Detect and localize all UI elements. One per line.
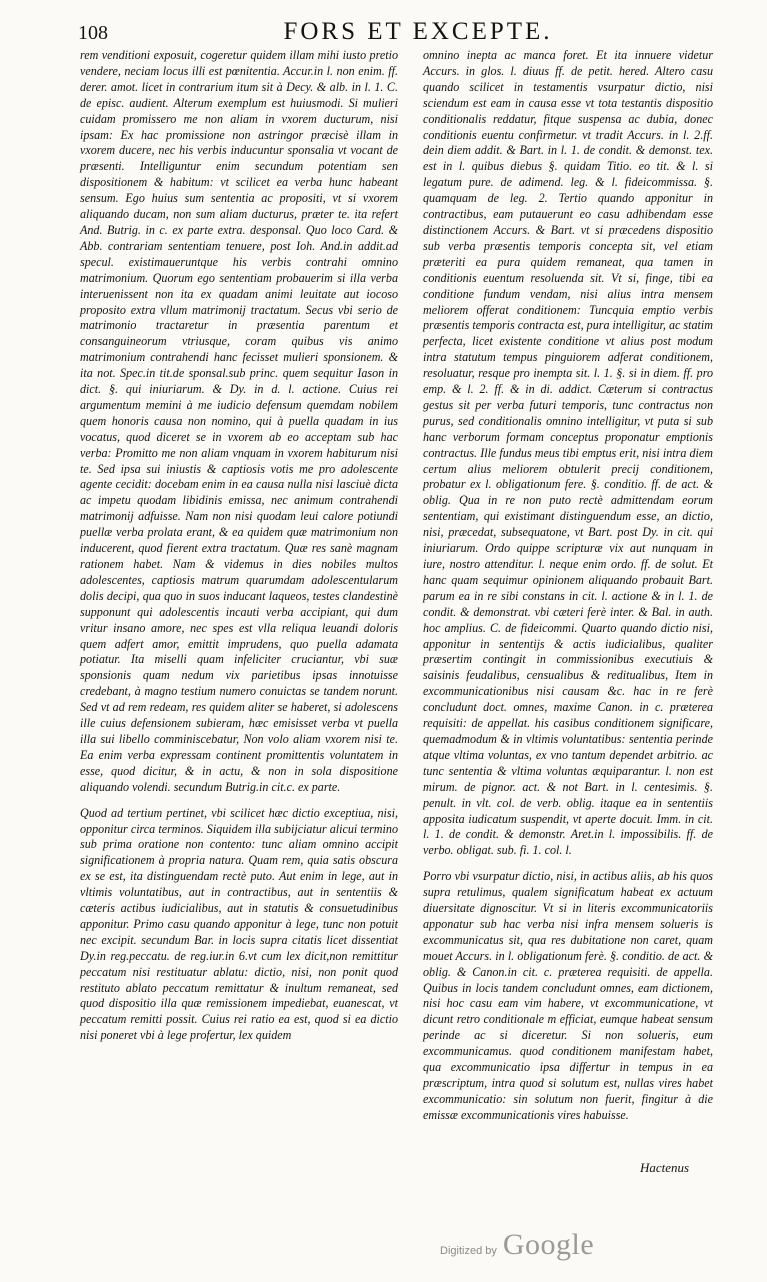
paragraph: omnino inepta ac manca foret. Et ita innuere videtur Accurs. in glos. l. diuus ff. de petit. hered. Altero casu quando scilicet in testamentis vsurpatur dictio, nisi sciendum est eam in causa esse vt tota testantis dispositio conditionalis reddatur, fitque suspensa ac dubia, donec conditionis euentu confirmetur. vt tradit Accurs. in l. 2.ff. dein diem addit. & Bart. in l. 1. de condit. & demonst. tex. est in l. quibus diebus §. quidam Titio. eo tit. & l. si legatum pure. de adimend. leg. & l. fideicommissa. §. quamquam de leg. 2. Tertio quando apponitur in contractibus, eam putauerunt eo casu adhibendam esse distinctionem Accurs. & Bart. vt si præcedens dispositio sub verba præsentis temporis concepta sit, vel etiam præteriti ea pura quidem remaneat, qua tamen in conditionis euentum resoluenda sit. Vt si, finge, tibi ea conditione fundum vendam, nisi alius intra mensem meliorem offerat conditionem: Tuncquia emptio verbis præsentis temporis contracta est, pura intelligitur, ac statim perfecta, licet existente conditione vt alius post modum intra statutum tempus pinguiorem adferat conditionem, resoluatur, resque pro inempta sit. l. 1. §. si in diem. ff. pro emp. & l. 2. ff. & in di. addict. Cæterum si contractus gestus sit per verba futuri temporis, tunc contractus non purus, sed conditionalis omnino intelligitur, vt puta si sub hanc verborum formam conceptus proponatur emptionis contractus. Ille fundus meus tibi emptus erit, nisi intra diem certum alius meliorem obtulerit precij conditionem, probatur ex l. obligationum fere. §. conditio. ff. de act. & oblig. Qua in re non puto rectè admittendam eorum sententiam, qui existimant distinguendum esse, an dictio, nisi, præcedat, subsequatone, vt Bart. post Dy. in cit. qui iniuriarum. Ordo quippe scripturæ vix aut nunquam in iure, nostro attenditur. l. neque enim ordo. ff. de solut. Et hanc quam sequimur opinionem aliquando probauit Bart. parum ea in re sibi constans in cit. l. actione & in l. 1. de condit. & demonstrat. vbi cæteri ferè inter. & Bal. in auth. hoc amplius. C. de fideicommi. Quarto quando dictio nisi, apponitur in sententijs & actis iudicialibus, qualiter præsertim contingit in commissionibus executiuis & saisinis feudalibus, censualibus & reditualibus, Item in excommunicationibus nisi causam &c. hac in re ferè concludunt doct. omnes, maxime Canon. in c. præterea requisiti: de appellat. his casibus conditionem significare, quemadmodum & in vltimis voluntatibus: sententia perinde atque vltima voluntas, ex vno tantum dependet arbitrio. ac tunc sententia & vltima voluntas æquiparantur. l. non est mirum. de pignor. act. & not Bart. in l. centesimis. §. penult. in vlt. col. de verb. oblig. itaque ea in sententiis apposita iudicatum suspendit, vt aperte docuit. Imm. in cit. l. 1. de condit. & demonstr. Aret.in l. impossibilis. ff. de verbo. obligat. sub. fi. 1. col. l.	[423, 48, 713, 858]
page-header	[78, 18, 718, 52]
running-title: FORS ET EXCEPTE.	[283, 18, 553, 45]
paragraph: rem venditioni exposuit, cogeretur quidem illam mihi iusto pretio vendere, neciam locus illi est pœnitentia. Accur.in l. non enim. ff. derer. amot. licet in contrarium itum sit à Decy. & alb. in l. 1. C. de episc. audient. Alterum exemplum est huiusmodi. Si mulieri cuidam promissero me non aliam in vxorem ducturum, nisi ipsam: Ex hac promissione non astringor præcisè illam in vxorem ducere, nec his verbis inducuntur sponsalia vt vocant de præsenti. Intelliguntur enim secundum potentiam sen dispositionem & habitum: vt scilicet ea verba hunc habeant sensum. Ego huius sum sententia ac propositi, vt si vxorem aliquando ducam, non sum aliam ducturus, præter te. ita refert And. Butrig. in c. ex parte extra. desponsal. Quo loco Card. & Abb. contrariam sententiam tenuere, post Ioh. And.in addit.ad specul. existimaueruntque his verbis contrahi omnino matrimonium. Quorum ego sententiam probauerim si illa verba interuenissent non ita ex quadam animi leuitate aut iocoso proposito extra vllum matrimonij tractatum. Secus vbi serio de matrimonio tractaretur in præsentia parentum et consanguineorum vtriusque, coram quibus vis animo matrimonium contrahendi hanc fecisset mulieri sponsionem. & ita not. Spec.in tit.de sponsal.sub princ. quem sequitur Iason in dict. §. qui iniuriarum. & Dy. in d. l. actione. Cuius rei argumentum memini à me iudicio defensum quemdam nobilem quem honoris causa non nomino, qui à puella quadam in ius vocatus, quod diceret se in vxorem ab eo acceptam sub hac verba: Promitto me non aliam vnquam in vxorem habiturum nisi te. Sed ipsa sui iniustis & captiosis votis me pro adolescente agente cecidit: docebam enim in ea causa nulla nisi lasciuè dicta ac impetu quodam libidinis emissa, nec animum contrahendi matrimonij adfuisse. Nam non nisi quodam leui calore potiundi puellæ verba prolata erant, & ea quidem quæ matrimonium non inducerent, quod fierent extra tractatum. Quæ res sanè magnam rationem habet. Nam & videmus in dies nobiles multos adolescentes, captiosis matrum quarumdam adolescentularum dolis decipi, qua quo in suos inducant laqueos, testes clandestinè supponunt qui adolescentis incauti verba accipiant, qui dum vritur insano amore, nec spes est vlla reliqua leuandi doloris quem adfert amor, emittit imprudens, quo puella adamata potiatur. Ita miselli quam infeliciter cruciantur, vbi suæ sponsionis quam nedum vix parietibus ipsas innotuisse credebant, à magno testium numero conuictas se tandem norunt. Sed vt ad rem redeam, res quidem aliter se haberet, si adolescens ille cuius defensionem subieram, hæc emisisset verba vt puella illa sui libello comminiscebatur, Non volo aliam vxorem nisi te. Ea enim verba expressam continent promittentis voluntatem in esse, quod dicitur, & in actu, & non in sola dispositione aliquando volendi. secundum Butrig.in cit.c. ex parte.	[80, 48, 398, 794]
page-number: 108	[78, 22, 108, 44]
catchword: Hactenus	[640, 1160, 690, 1175]
google-logo: Google	[502, 1228, 595, 1261]
paragraph: Quod ad tertium pertinet, vbi scilicet hæc dictio exceptiua, nisi, opponitur circa terminos. Siquidem illa subijciatur alicui termino sub prima oratione non contento: tunc aliam omnino accipit significationem à propria natura. Quam rem, quia satis obscura ex se est, ita distinguendam rectè puto. Aut enim in lege, aut in vltimis voluntatibus, aut in contractibus, aut in sententiis & cæteris actibus iudicialibus, aut in statutis & consuetudinibus apponitur. Primo casu quando apponitur à lege, tunc non potuit nec excipit. secundum Bar. in locis supra citatis licet dissentiat Dy.in reg.peccatu. de reg.iur.in 6.vt cum lex dicit,non remittitur peccatum nisi restituatur ablatu: dictio, nisi, non ponit quod restituto ablato peccatum remittatur & inultum remaneat, sed quod dispositio illa quæ remissionem impediebat, euanescat, vt peccatum remitti possit. Cuius rei ratio ea est, quod si ea dictio nisi poneret vbi à lege profertur, lex quidem	[80, 805, 398, 1043]
paragraph: Porro vbi vsurpatur dictio, nisi, in actibus aliis, ab his quos supra retulimus, qualem significatum habeat ex actuum diuersitate dignoscitur. Vt si in literis excommunicatoriis apponatur sub hac verba nisi infra mensem solueris is excommunicatus sit, qua res dubitatione non caret, quam mouet Accurs. in l. obligationum ferè. §. conditio. de act. & oblig. & Canon.in cit. c. præterea requisiti. de appella. Quibus in locis tandem concludunt omnes, eam dictionem, nisi hoc casu eam vim habere, vt excommunicatione, vt dicunt retro conditionale m efficiat, eumque habeat sensum perinde ac si diceretur. Si non solueris, eum excommunicamus. quod conditionem manifestam habet, qua excommunicatio ipsa differtur in tempus in ea præscriptum, intra quod si solutum est, nullas vires habet excommunicatio: sin solutum non fuerit, fingitur à die emissæ excommunicationis vires habuisse.	[423, 869, 713, 1122]
right-text-column	[423, 48, 713, 1124]
left-text-column	[80, 48, 398, 1044]
digitization-watermark	[440, 1228, 594, 1262]
watermark-prefix: Digitized by	[440, 1245, 497, 1257]
